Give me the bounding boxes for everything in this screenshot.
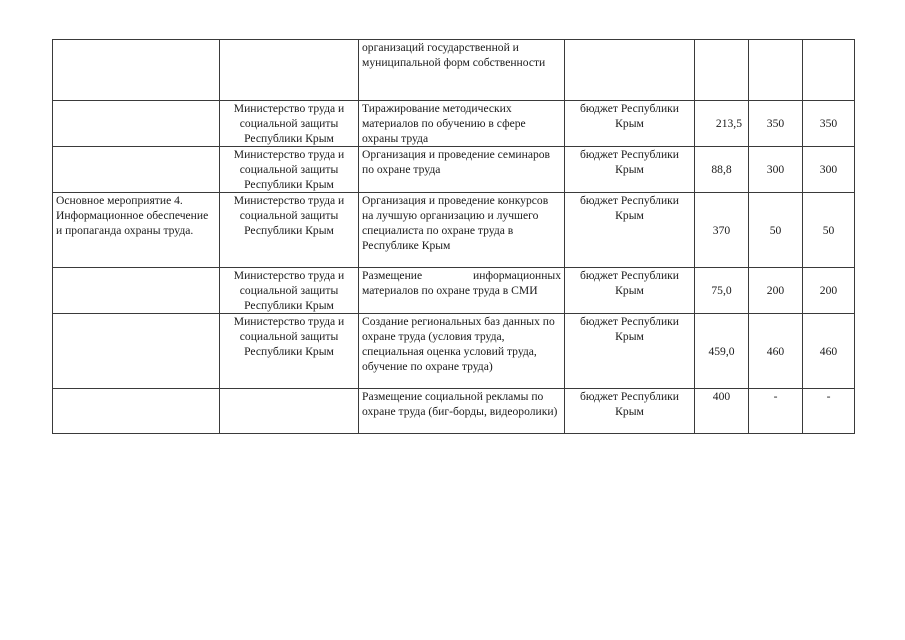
value-cell-2: -: [749, 389, 803, 434]
funding-source-cell: [565, 389, 695, 434]
table-row: [53, 389, 855, 434]
funding-source-line-2: Крым: [615, 405, 644, 418]
activity-cell: Размещение информационных материалов по охране труда в СМИ: [359, 268, 565, 314]
value-cell-3: -: [803, 389, 855, 434]
funding-source-line-1: бюджет Республики: [580, 148, 679, 161]
value-cell-3: 300: [803, 147, 855, 193]
funding-source-cell: [565, 40, 695, 101]
funding-source-cell: [565, 268, 695, 314]
funding-source-line-1: бюджет Республики: [580, 194, 679, 207]
funding-source-cell: [565, 101, 695, 147]
value-cell-2: 50: [749, 193, 803, 268]
activity-cell: Размещение социальной рекламы по охране труда (биг-борды, видеоролики): [359, 389, 565, 434]
value-cell-1: 75,0: [695, 268, 749, 314]
main-activity-cell: [53, 314, 220, 389]
main-activity-cell: [53, 147, 220, 193]
funding-source-line-2: Крым: [615, 209, 644, 222]
activity-cell: Тиражирование методических материалов по обучению в сфере охраны труда: [359, 101, 565, 147]
executor-cell: Министерство труда и социальной защиты Республики Крым: [220, 314, 359, 389]
value-cell-1: 459,0: [695, 314, 749, 389]
funding-source-line-1: бюджет Республики: [580, 269, 679, 282]
executor-cell: Министерство труда и социальной защиты Республики Крым: [220, 268, 359, 314]
value-cell-3: 460: [803, 314, 855, 389]
value-cell-3: [803, 40, 855, 101]
funding-source-line-1: бюджет Республики: [580, 102, 679, 115]
activity-cell: организаций государственной и муниципальной форм собственности: [359, 40, 565, 101]
value-cell-1: 88,8: [695, 147, 749, 193]
table-row: [53, 147, 855, 193]
value-cell-2: 350: [749, 101, 803, 147]
funding-source-cell: [565, 193, 695, 268]
executor-cell: Министерство труда и социальной защиты Республики Крым: [220, 147, 359, 193]
activity-cell: Организация и проведение конкурсов на лучшую организацию и лучшего специалиста по охране труда в Республике Крым: [359, 193, 565, 268]
main-activity-cell: [53, 389, 220, 434]
value-cell-2: [749, 40, 803, 101]
funding-source-line-1: бюджет Республики: [580, 315, 679, 328]
value-cell-3: 200: [803, 268, 855, 314]
table-row: [53, 101, 855, 147]
table-row: [53, 314, 855, 389]
funding-source-cell: [565, 314, 695, 389]
table-row: [53, 40, 855, 101]
table-row: [53, 268, 855, 314]
value-cell-2: 460: [749, 314, 803, 389]
executor-cell: Министерство труда и социальной защиты Республики Крым: [220, 193, 359, 268]
value-cell-2: 300: [749, 147, 803, 193]
value-cell-1: 370: [695, 193, 749, 268]
main-activity-cell: [53, 101, 220, 147]
executor-cell: Министерство труда и социальной защиты Республики Крым: [220, 101, 359, 147]
funding-source-line-2: Крым: [615, 117, 644, 130]
value-cell-2: 200: [749, 268, 803, 314]
main-activity-cell: [53, 40, 220, 101]
funding-source-cell: [565, 147, 695, 193]
activity-cell: Создание региональных баз данных по охране труда (условия труда, специальная оценка условий труда, обучение по охране труда): [359, 314, 565, 389]
measures-table: [52, 39, 855, 434]
value-cell-1: [695, 40, 749, 101]
value-cell-1: 213,5: [695, 101, 749, 147]
value-cell-3: 350: [803, 101, 855, 147]
funding-source-line-2: Крым: [615, 163, 644, 176]
value-cell-1: 400: [695, 389, 749, 434]
executor-cell: [220, 40, 359, 101]
activity-cell: Организация и проведение семинаров по охране труда: [359, 147, 565, 193]
executor-cell: [220, 389, 359, 434]
funding-source-line-2: Крым: [615, 330, 644, 343]
main-activity-cell: Основное мероприятие 4. Информационное обеспечение и пропаганда охраны труда.: [53, 193, 220, 268]
funding-source-line-1: бюджет Республики: [580, 390, 679, 403]
main-activity-cell: [53, 268, 220, 314]
value-cell-3: 50: [803, 193, 855, 268]
funding-source-line-2: Крым: [615, 284, 644, 297]
table-row: [53, 193, 855, 268]
